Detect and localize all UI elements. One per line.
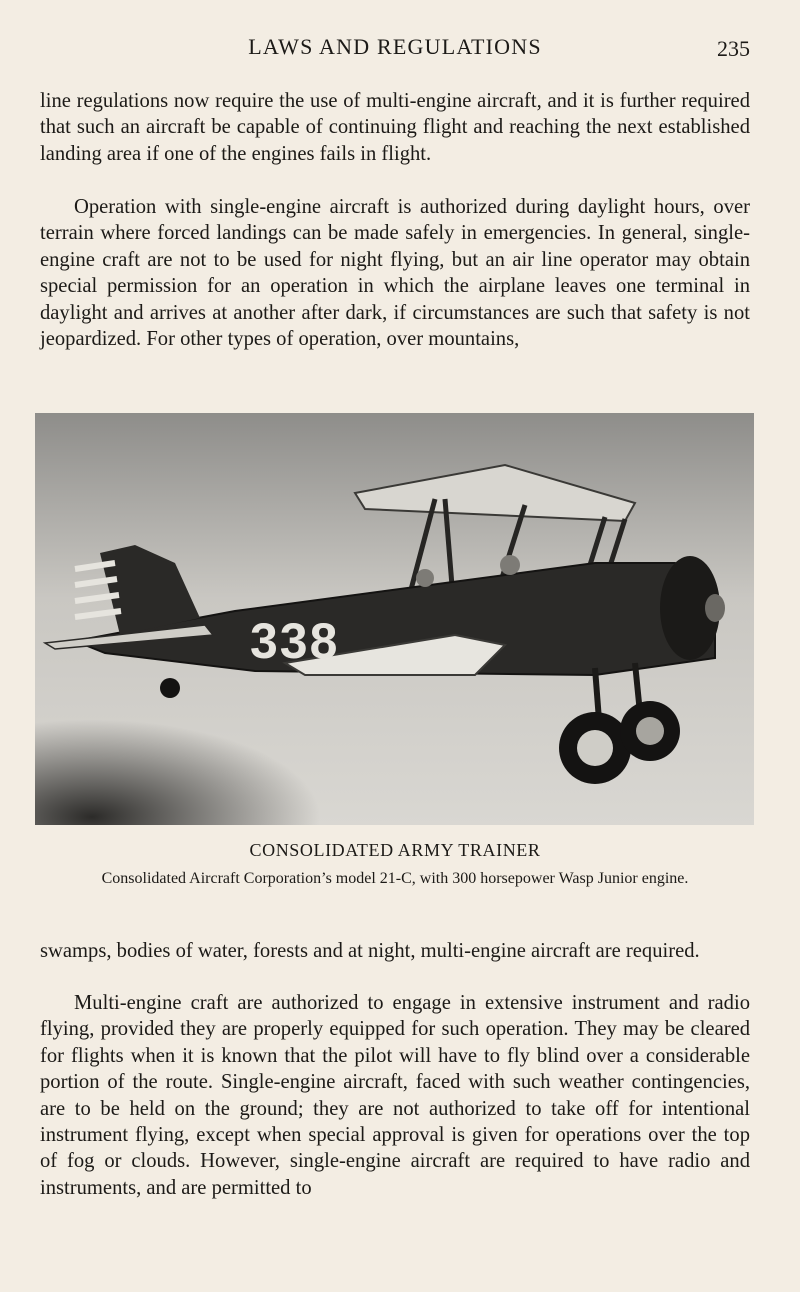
fuselage-number: 338 xyxy=(250,613,340,669)
pilot-head-rear xyxy=(416,569,434,587)
biplane-photograph xyxy=(35,413,754,825)
figure-caption-text: Consolidated Aircraft Corporation’s model 21-C, with 300 horsepower Wasp Junior engine. xyxy=(101,870,689,887)
paragraph-single-engine-operation: Operation with single-engine aircraft is authorized during daylight hours, over terrain where forced landings can be made safely in emergencies. In general, single-engine craft are not to be used for night flying, but an air line operator may obtain special permission for an operation in which the airplane leaves one terminal in daylight and arrives at another after dark, if circumstances are such that safety is not jeopardized. For other types of operation, over mountains, xyxy=(40,196,750,351)
running-head xyxy=(40,34,750,64)
cloud-shadow xyxy=(35,663,415,825)
page-number: 235 xyxy=(717,36,750,61)
pilot-head-front xyxy=(500,555,520,575)
propeller-hub xyxy=(705,594,725,622)
figure-caption-title: CONSOLIDATED ARMY TRAINER xyxy=(249,840,541,860)
paragraph-continued: line regulations now require the use of multi-engine aircraft, and it is further required that such an aircraft be capable of continuing flight and reaching the next established landing area if one of the engines fails in flight. xyxy=(40,90,750,165)
paragraph-multi-engine-instrument-flying: Multi-engine craft are authorized to engage in extensive instrument and radio flying, provided they are properly equipped for such operation. They may be cleared for flights when it is known that the pilot will have to fly blind over a considerable portion of the route. Single-engine aircraft, faced with such weather contingencies, are to be held on the ground; they are not authorized to take off for intentional instrument flying, except when special approval is given for operations over the top of fog or clouds. However, single-engine aircraft are required to have radio and instruments, and are permitted to xyxy=(40,992,750,1199)
tail-wheel xyxy=(160,678,180,698)
running-title: LAWS AND REGULATIONS xyxy=(248,34,542,59)
paragraph-continued-after-figure: swamps, bodies of water, forests and at night, multi-engine aircraft are required. xyxy=(40,940,700,962)
